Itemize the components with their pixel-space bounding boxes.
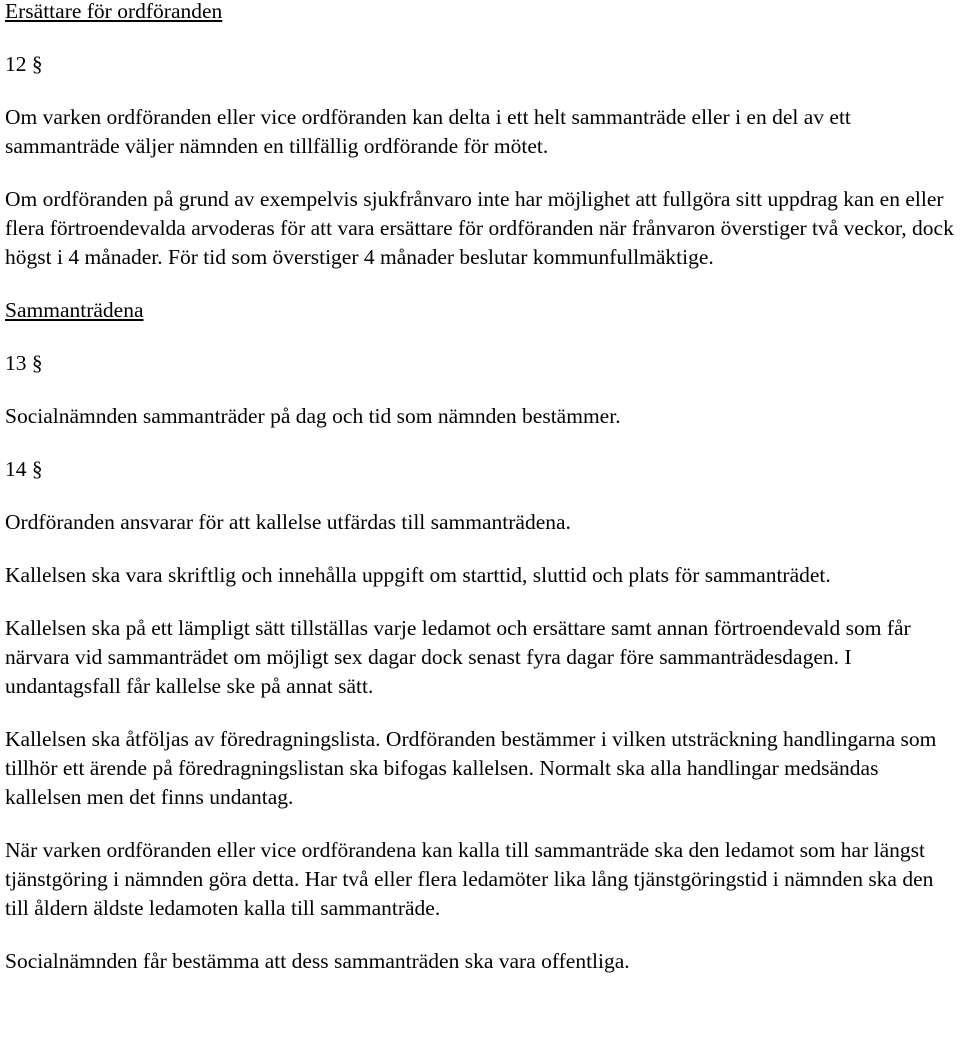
body-paragraph: Om ordföranden på grund av exempelvis sjukfrånvaro inte har möjlighet att fullgöra sitt uppdrag kan en eller flera förtroendevalda arvoderas för att vara ersättare för ordföranden när frånvaron överstiger två veckor, dock högst i 4 månader. För tid som överstiger 4 månader beslutar kommunfullmäktige.: [5, 187, 954, 269]
section-heading-ersattare: Ersättare för ordföranden: [5, 0, 223, 23]
body-paragraph: När varken ordföranden eller vice ordförandena kan kalla till sammanträde ska den ledamot som har längst tjänstgöring i nämnden göra detta. Har två eller flera ledamöter lika lång tjänstgöringstid i nämnden ska den till åldern äldste ledamoten kalla till sammanträde.: [5, 838, 934, 920]
document-page: [5, 0, 957, 976]
section-heading-sammantradena: Sammanträdena: [5, 298, 144, 322]
body-paragraph: Socialnämnden får bestämma att dess sammanträden ska vara offentliga.: [5, 949, 630, 973]
body-paragraph: Om varken ordföranden eller vice ordföranden kan delta i ett helt sammanträde eller i en del av ett sammanträde väljer nämnden en tillfällig ordförande för mötet.: [5, 105, 851, 158]
paragraph-number-12: 12 §: [5, 52, 43, 76]
body-paragraph: Kallelsen ska åtföljas av föredragningslista. Ordföranden bestämmer i vilken utsträckning handlingarna som tillhör ett ärende på föredragningslistan ska bifogas kallelsen. Normalt ska alla handlingar medsändas kallelsen men det finns undantag.: [5, 727, 937, 809]
paragraph-number-14: 14 §: [5, 457, 43, 481]
body-paragraph: Kallelsen ska på ett lämpligt sätt tillställas varje ledamot och ersättare samt annan förtroendevald som får närvara vid sammanträdet om möjligt sex dagar dock senast fyra dagar före sammanträdesdagen. I undantagsfall får kallelse ske på annat sätt.: [5, 616, 911, 698]
body-paragraph: Socialnämnden sammanträder på dag och tid som nämnden bestämmer.: [5, 404, 621, 428]
body-paragraph: Ordföranden ansvarar för att kallelse utfärdas till sammanträdena.: [5, 510, 571, 534]
body-paragraph: Kallelsen ska vara skriftlig och innehålla uppgift om starttid, sluttid och plats för sammanträdet.: [5, 563, 831, 587]
paragraph-number-13: 13 §: [5, 351, 43, 375]
